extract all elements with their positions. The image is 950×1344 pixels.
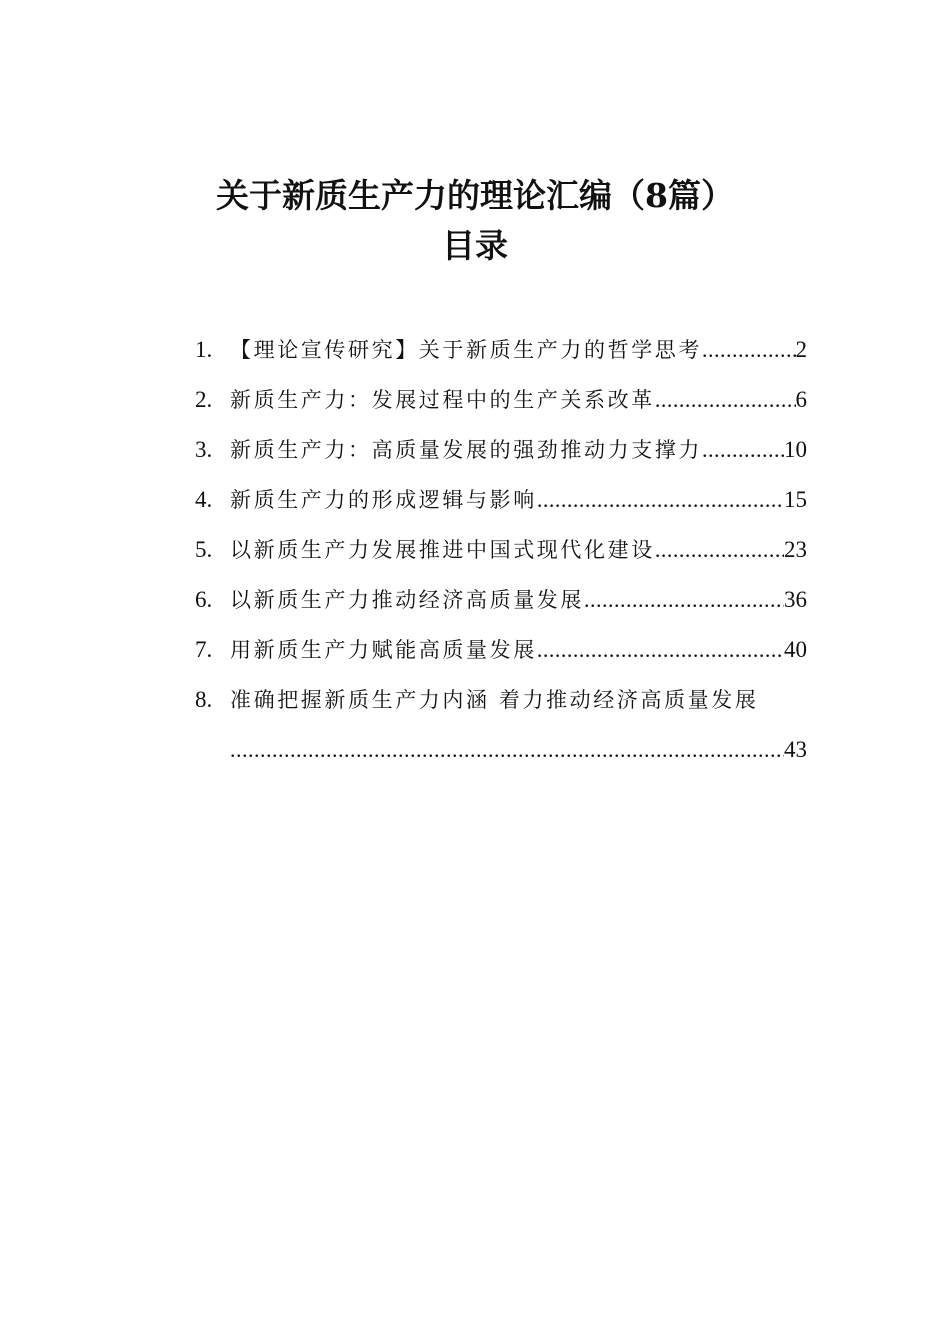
toc-entry-number: 8. <box>195 687 213 712</box>
toc-entry[interactable] <box>195 530 807 580</box>
toc-entry-line <box>230 330 807 370</box>
toc-entry-title[interactable]: 以新质生产力推动经济高质量发展 <box>230 588 584 612</box>
toc-entry[interactable] <box>195 380 807 430</box>
toc-entry-title[interactable]: 用新质生产力赋能高质量发展 <box>230 638 537 662</box>
toc-entry-line <box>230 630 807 670</box>
toc-entry-number: 3. <box>195 437 213 462</box>
toc-entry-number: 5. <box>195 537 213 562</box>
toc-entry-page[interactable]: 43 <box>784 737 807 762</box>
toc-entry-page[interactable]: 6 <box>795 387 807 412</box>
table-of-contents <box>195 330 807 780</box>
toc-entry-number: 2. <box>195 387 213 412</box>
toc-entry-number: 4. <box>195 487 213 512</box>
toc-leader-dots <box>655 530 784 570</box>
toc-entry-title[interactable]: 新质生产力：发展过程中的生产关系改革 <box>230 388 655 412</box>
toc-entry-line <box>230 480 807 520</box>
toc-entry-page[interactable]: 2 <box>795 337 807 362</box>
toc-entry-title[interactable]: 新质生产力的形成逻辑与影响 <box>230 488 537 512</box>
toc-entry-page[interactable]: 40 <box>784 637 807 662</box>
toc-entry-page[interactable]: 36 <box>784 587 807 612</box>
toc-entry-page[interactable]: 10 <box>784 437 807 462</box>
toc-leader-dots <box>537 630 784 670</box>
toc-leader-dots <box>655 380 796 420</box>
document-title: 关于新质生产力的理论汇编（8篇） <box>216 176 734 215</box>
toc-heading: 目录 <box>442 226 508 265</box>
toc-entry-line-continued <box>230 730 807 770</box>
toc-entry-number: 1. <box>195 337 213 362</box>
toc-entry-title[interactable]: 准确把握新质生产力内涵 着力推动经济高质量发展 <box>230 688 759 712</box>
toc-entry-number: 7. <box>195 637 213 662</box>
toc-entry-line <box>230 430 807 470</box>
toc-leader-dots <box>702 430 784 470</box>
toc-entry[interactable] <box>195 580 807 630</box>
toc-entry-page[interactable]: 15 <box>784 487 807 512</box>
toc-entry-line <box>230 530 807 570</box>
toc-leader-dots <box>230 730 784 770</box>
toc-entry-title[interactable]: 以新质生产力发展推进中国式现代化建设 <box>230 538 655 562</box>
toc-leader-dots <box>537 480 784 520</box>
toc-entry-number: 6. <box>195 587 213 612</box>
toc-leader-dots <box>584 580 784 620</box>
toc-entry-line <box>230 580 807 620</box>
toc-entry[interactable] <box>195 680 807 780</box>
toc-entry-line <box>230 680 807 720</box>
toc-entry[interactable] <box>195 330 807 380</box>
toc-entry-title[interactable]: 新质生产力：高质量发展的强劲推动力支撑力 <box>230 438 702 462</box>
toc-entry-page[interactable]: 23 <box>784 537 807 562</box>
toc-leader-dots <box>702 330 796 370</box>
toc-entry[interactable] <box>195 430 807 480</box>
toc-entry[interactable] <box>195 630 807 680</box>
toc-entry-line <box>230 380 807 420</box>
toc-entry-title[interactable]: 【理论宣传研究】关于新质生产力的哲学思考 <box>230 338 702 362</box>
toc-entry[interactable] <box>195 480 807 530</box>
